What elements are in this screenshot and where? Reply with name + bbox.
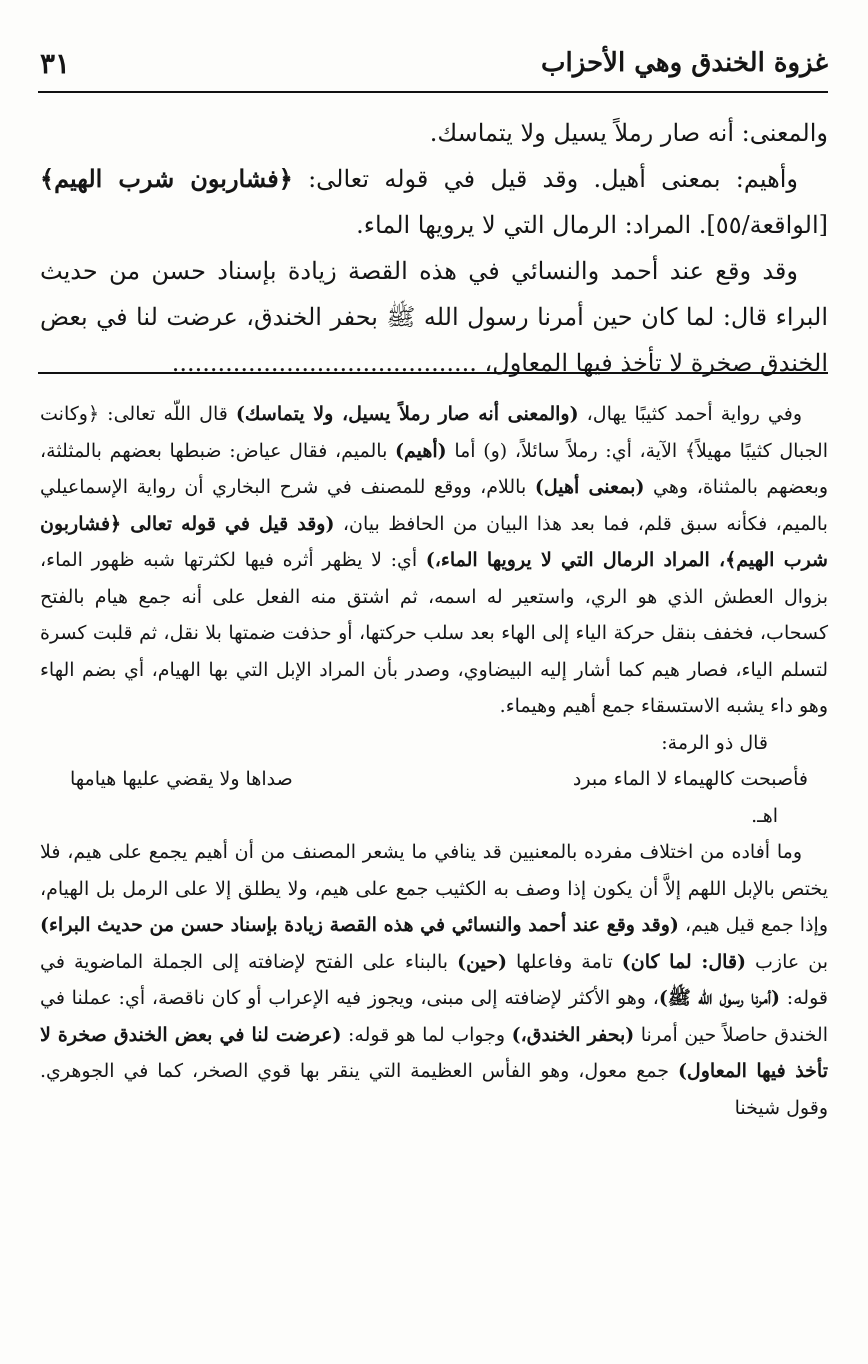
- text-run: بالبناء على الفتح لإضافته إلى الجملة الماضوية في قوله:: [40, 950, 828, 1009]
- text-run: وأهيم: بمعنى أهيل. وقد قيل في قوله تعالى:: [292, 165, 798, 193]
- page-header: [40, 38, 828, 88]
- verse-intro: قال ذو الرمة:: [661, 731, 768, 754]
- main-paragraph-2: [40, 156, 828, 248]
- verse-hemistich-1: فأصبحت كالهيماء لا الماء مبرد: [572, 768, 808, 790]
- quran-quote: ﴿فشاربون شرب الهيم﴾: [40, 164, 293, 193]
- bold-quote: (عرضت لنا في بعض الخندق صخرة لا تأخذ فيها المعاول): [40, 1023, 828, 1082]
- main-paragraph-3: وقد وقع عند أحمد والنسائي في هذه القصة زيادة بإسناد حسن من حديث البراء قال: لما كان حين أمرنا رسول الله ﷺ بحفر الخندق، عرضت لنا في بعض الخندق صخرة لا تأخذ فيها المعاول، ........................................: [40, 257, 828, 377]
- bold-quote: (بمعنى أهيل): [534, 476, 645, 498]
- poetry-verse: [40, 761, 828, 798]
- text-run: [الواقعة/٥٥]. المراد: الرمال التي لا يرويها الماء.: [356, 211, 828, 239]
- text-run: بالميم، فقال عياض: ضبطها بعضهم بالمثلثة، وبعضهم بالمثناة، وهي: [40, 439, 828, 498]
- text-run: وما أفاده من اختلاف مفرده بالمعنيين قد ينافي ما يشعر المصنف من أن أهيم يجمع على هيم، فلا يختص بالإبل اللهم إلاَّ أن يكون إذا وصف به الكثيب جمع على هيم، ولا يطلق إلا على الرمل بل الهيام، وإذا جمع قيل هيم،: [40, 841, 828, 936]
- main-paragraph-1: والمعنى: أنه صار رملاً يسيل ولا يتماسك.: [429, 119, 828, 147]
- text-run: ، وهو الأكثر لإضافته إلى مبنى، ويجوز فيه الإعراب أو كان ناقصة، أي: عملنا في الخندق حاصلاً حين أمرنا: [40, 987, 828, 1046]
- text-run: تامة وفاعلها: [507, 950, 622, 973]
- commentary-paragraph-1: [40, 396, 828, 725]
- bold-quote: (حين): [457, 950, 508, 973]
- bold-quote: (أهيم): [395, 439, 447, 462]
- bold-quote: (وقد قيل في قوله تعالى ﴿فشاربون شرب الهيم﴾، المراد الرمال التي لا يرويها الماء،): [40, 512, 828, 571]
- text-run: باللام، ووقع للمصنف في شرح البخاري أن رواية الإسماعيلي بالميم، فكأنه سبق قلم، فما بعد هذا البيان من الحافظ بيان،: [40, 476, 828, 535]
- text-run: بن عازب: [746, 950, 829, 973]
- verse-hemistich-2: صداها ولا يقضي عليها هيامها: [70, 768, 293, 790]
- bold-quote: (والمعنى أنه صار رملاً يسيل، ولا يتماسك): [235, 403, 579, 425]
- text-run: أي: لا يظهر أثره فيها لكثرتها شبه ظهور الماء، بزوال العطش الذي هو الري، واستعير له اسمه، ثم اشتق منه الفعل على أنه جمع هيام بالفتح كسحاب، فخفف بنقل حركة الياء إلى الهاء بعد سلب حركتها، أو حذفت ضمتها بلا نقل، ثم قلبت كسرة لتسلم الياء، فصار هيم كما أشار إليه البيضاوي، وصدر بأن المراد الإبل التي بها الهيام، أي بضم الهاء وهو داء يشبه الاستسقاء جمع أهيم وهيماء.: [40, 549, 828, 717]
- text-run: جمع معول، وهو الفأس العظيمة التي ينقر بها قوي الصخر، كما في الجوهري. وقول شيخنا: [40, 1060, 828, 1119]
- text-run: وجواب لما هو قوله:: [341, 1023, 512, 1046]
- bold-quote: (بحفر الخندق،): [511, 1023, 635, 1046]
- main-text: [40, 110, 828, 386]
- page-number: ٣١: [40, 46, 71, 80]
- commentary-paragraph-2: [40, 834, 828, 1126]
- section-rule: [38, 372, 828, 374]
- bold-quote: (وقد وقع عند أحمد والنسائي في هذه القصة زيادة بإسناد حسن من حديث البراء): [40, 914, 679, 936]
- bold-quote: (قال: لما كان): [621, 950, 747, 973]
- bold-quote: (أمرنا رسول اللّه ﷺ): [658, 987, 780, 1009]
- text-run: قال اللّه تعالى: ﴿وكانت الجبال كثيبًا مهيلاً﴾ الآية، أي: رملاً سائلاً، (و) أما: [40, 403, 828, 462]
- header-rule: [38, 91, 828, 93]
- running-title: غزوة الخندق وهي الأحزاب: [541, 48, 828, 78]
- text-run: وفي رواية أحمد كثيبًا يهال،: [578, 403, 802, 425]
- commentary: [40, 396, 828, 1126]
- end-quote-abbr: اهـ.: [751, 804, 778, 827]
